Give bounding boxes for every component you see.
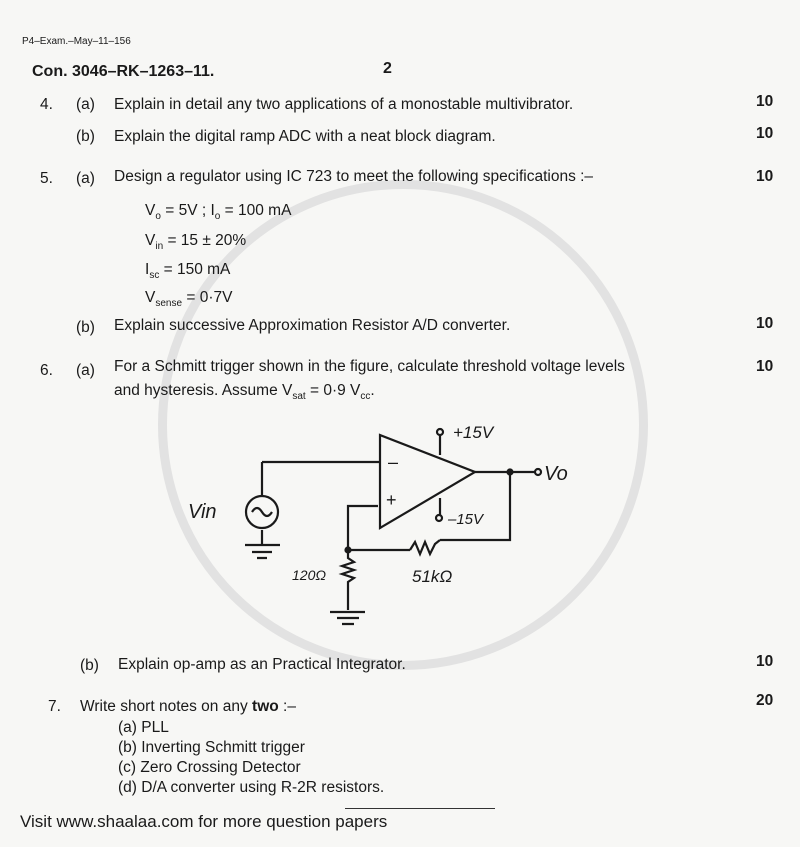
q4b-text: Explain the digital ramp ADC with a neat block diagram. — [114, 128, 496, 145]
spec-isc: $I_{sc} = 150$ mA — [145, 261, 231, 282]
q7-number: 7. — [48, 698, 61, 715]
q7-item: (c) Zero Crossing Detector — [118, 759, 301, 776]
q5b-label: (b) — [76, 319, 95, 336]
q4a-text: Explain in detail any two applications of a monostable multivibrator. — [114, 96, 574, 113]
vo-label: Vo — [544, 463, 568, 485]
q7-item: (b) Inverting Schmitt trigger — [118, 739, 305, 756]
q4-number: 4. — [40, 96, 53, 113]
q7-item: (a) PLL — [118, 719, 169, 736]
q6-number: 6. — [40, 362, 53, 379]
q7-item: (d) D/A converter using R-2R resistors. — [118, 779, 385, 796]
q5b-marks: 10 — [756, 315, 774, 332]
r2-label: 51kΩ — [412, 567, 453, 586]
q5a-marks: 10 — [756, 168, 774, 185]
feedback-network — [330, 472, 535, 624]
footer-text: Visit www.shaalaa.com for more question papers — [20, 812, 388, 831]
q6a-marks: 10 — [756, 358, 774, 375]
q5-number: 5. — [40, 170, 53, 187]
q5a-text: Design a regulator using IC 723 to meet the following specifications :– — [114, 168, 594, 185]
q6b-label: (b) — [80, 657, 99, 674]
vcc-positive-label: +15V — [453, 423, 494, 442]
q4a-marks: 10 — [756, 93, 774, 110]
spec-vin: $V_{in} = 15 \pm 20\%$ — [145, 232, 247, 253]
noninverting-input-label: + — [386, 490, 397, 510]
sine-icon — [252, 508, 272, 516]
spec-vsense: $V_{sense} = 0\cdot 7V$ — [145, 289, 233, 310]
paper-code: Con. 3046–RK–1263–11. — [32, 63, 215, 80]
input-wires — [245, 462, 380, 558]
q6b-text: Explain op-amp as an Practical Integrator. — [118, 656, 406, 673]
q6a-text-1: For a Schmitt trigger shown in the figure, calculate threshold voltage levels — [114, 358, 625, 375]
end-rule — [345, 808, 495, 809]
q6b-marks: 10 — [756, 653, 774, 670]
inverting-input-label: – — [388, 452, 399, 472]
schmitt-trigger-circuit — [170, 420, 610, 640]
q6a-label: (a) — [76, 362, 95, 379]
q4b-label: (b) — [76, 128, 95, 145]
exam-code: P4–Exam.–May–11–156 — [22, 36, 131, 47]
q5a-label: (a) — [76, 170, 95, 187]
q7-marks: 20 — [756, 692, 774, 709]
vcc-negative-label: –15V — [448, 511, 484, 528]
q4a-label: (a) — [76, 96, 95, 113]
page-number: 2 — [383, 60, 392, 77]
q4b-marks: 10 — [756, 125, 774, 142]
q5b-text: Explain successive Approximation Resistor A/D converter. — [114, 317, 511, 334]
spec-vo: $V_o = 5V$ ; $I_o = 100$ mA — [145, 202, 292, 223]
q7-text: Write short notes on any two :– — [80, 698, 296, 715]
r1-label: 120Ω — [292, 567, 327, 583]
vin-label: Vin — [188, 501, 217, 523]
q6a-text-2: and hysteresis. Assume $V_{sat} = 0\cdot 9$ $V_{cc}$. — [114, 382, 375, 403]
